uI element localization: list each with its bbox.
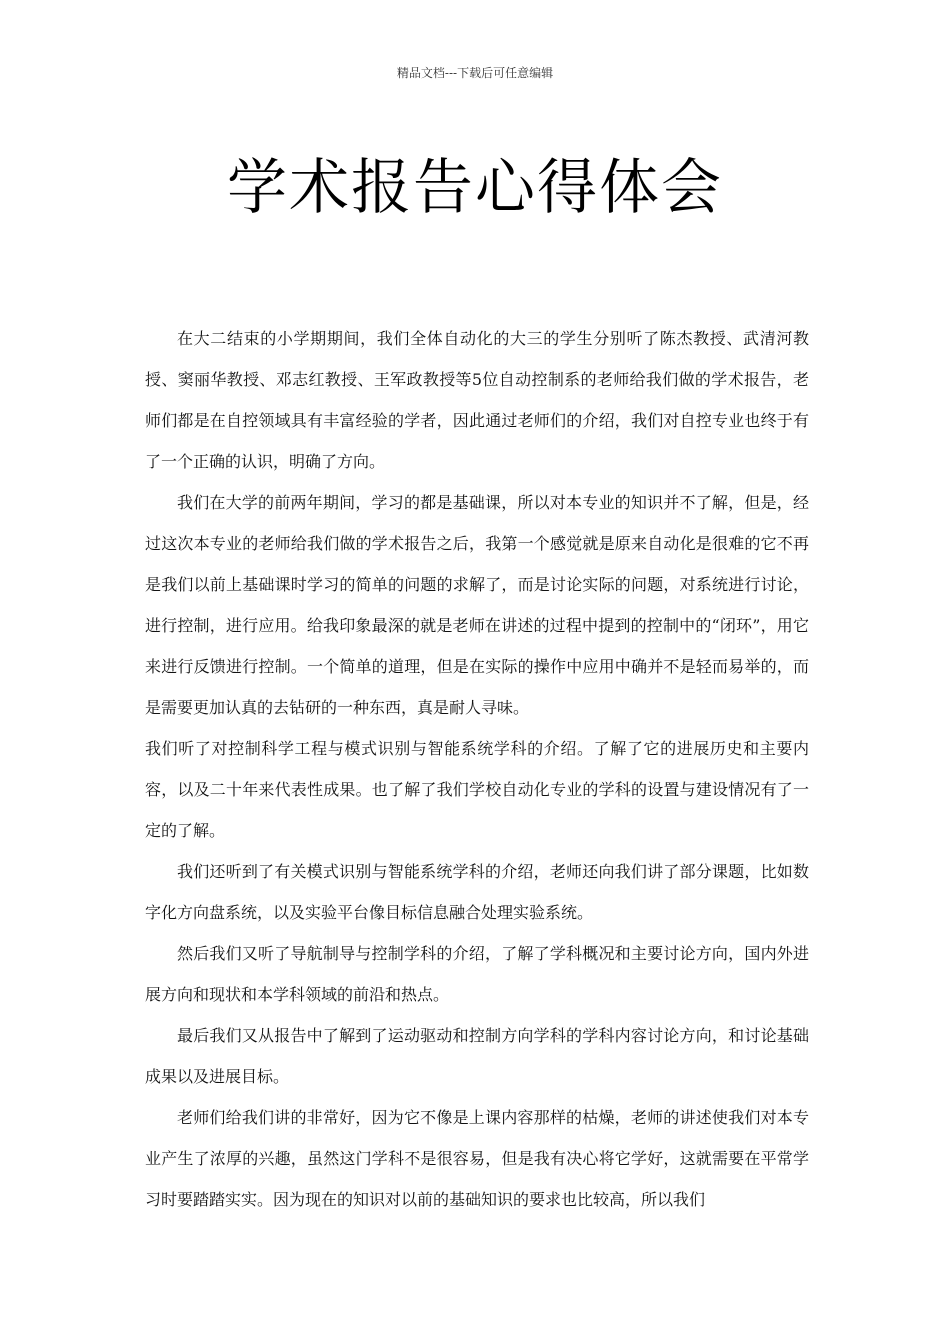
paragraph: 最后我们又从报告中了解到了运动驱动和控制方向学科的学科内容讨论方向，和讨论基础成果以及进展目标。 bbox=[145, 1026, 809, 1086]
paragraph: 然后我们又听了导航制导与控制学科的介绍，了解了学科概况和主要讨论方向，国内外进展方向和现状和本学科领域的前沿和热点。 bbox=[145, 944, 809, 1004]
paragraph: 老师们给我们讲的非常好，因为它不像是上课内容那样的枯燥，老师的讲述使我们对本专业产生了浓厚的兴趣，虽然这门学科不是很容易，但是我有决心将它学好，这就需要在平常学习时要踏踏实实。因为现在的知识对以前的基础知识的要求也比较高，所以我们 bbox=[145, 1108, 809, 1209]
paragraph: 我们听了对控制科学工程与模式识别与智能系统学科的介绍。了解了它的进展历史和主要内容，以及二十年来代表性成果。也了解了我们学校自动化专业的学科的设置与建设情况有了一定的了解。 bbox=[145, 739, 809, 840]
paragraph: 我们在大学的前两年期间，学习的都是基础课，所以对本专业的知识并不了解，但是，经过这次本专业的老师给我们做的学术报告之后，我第一个感觉就是原来自动化是很难的它不再是我们以前上基础课时学习的简单的问题的求解了，而是讨论实际的问题，对系统进行讨论，进行控制，进行应用。给我印象最深的就是老师在讲述的过程中提到的控制中的“闭环”，用它来进行反馈进行控制。一个简单的道理，但是在实际的操作中应用中确并不是轻而易举的，而是需要更加认真的去钻研的一种东西，真是耐人寻味。 bbox=[145, 493, 809, 717]
paragraph: 我们还听到了有关模式识别与智能系统学科的介绍，老师还向我们讲了部分课题，比如数字化方向盘系统，以及实验平台像目标信息融合处理实验系统。 bbox=[145, 862, 809, 922]
document-body bbox=[145, 318, 809, 1220]
header-note: 精品文档---下载后可任意编辑 bbox=[396, 66, 554, 80]
document-title: 学术报告心得体会 bbox=[227, 153, 723, 223]
paragraph: 在大二结束的小学期期间，我们全体自动化的大三的学生分别听了陈杰教授、武清河教授、窦丽华教授、邓志红教授、王军政教授等5位自动控制系的老师给我们做的学术报告，老师们都是在自控领域具有丰富经验的学者，因此通过老师们的介绍，我们对自控专业也终于有了一个正确的认识，明确了方向。 bbox=[145, 329, 809, 471]
